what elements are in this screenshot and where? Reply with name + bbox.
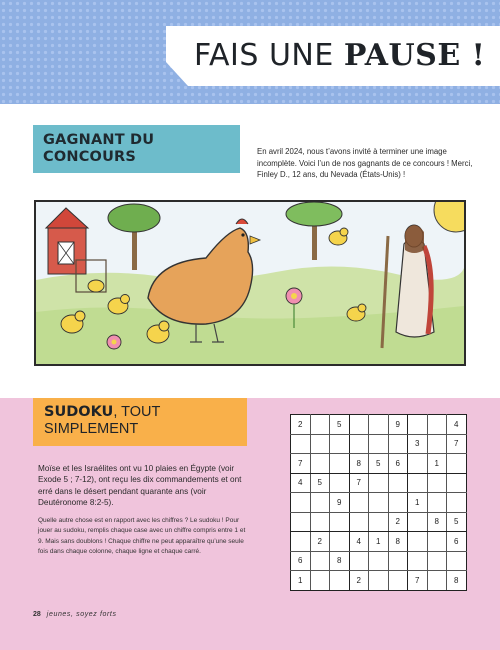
- sudoku-cell[interactable]: [310, 493, 330, 513]
- sudoku-cell[interactable]: 1: [369, 532, 389, 552]
- sudoku-cell[interactable]: [291, 434, 311, 454]
- sudoku-cell[interactable]: 1: [291, 571, 311, 591]
- sudoku-cell[interactable]: 8: [427, 512, 447, 532]
- sudoku-cell[interactable]: 9: [330, 493, 350, 513]
- sudoku-cell[interactable]: [349, 434, 369, 454]
- sudoku-cell[interactable]: [408, 473, 428, 493]
- page-footer: [33, 611, 117, 623]
- winner-text: En avril 2024, nous t’avons invité à terminer une image incomplète. Voici l’un de nos gagnants de ce concours ! Merci, Finley D., 12 ans, du Nevada (États-Unis) !: [257, 147, 473, 180]
- sudoku-row: [291, 551, 467, 571]
- sudoku-cell[interactable]: [408, 415, 428, 435]
- winner-header: [33, 125, 240, 173]
- sudoku-title-rest: , TOUT SIMPLEMENT: [44, 404, 161, 437]
- sudoku-cell[interactable]: 6: [388, 454, 408, 474]
- sudoku-row: [291, 532, 467, 552]
- sudoku-cell[interactable]: 6: [291, 551, 311, 571]
- sudoku-cell[interactable]: [330, 571, 350, 591]
- sudoku-cell[interactable]: [427, 434, 447, 454]
- sudoku-cell[interactable]: [427, 493, 447, 513]
- sudoku-cell[interactable]: [408, 551, 428, 571]
- sudoku-cell[interactable]: 7: [408, 571, 428, 591]
- sudoku-cell[interactable]: 1: [427, 454, 447, 474]
- sudoku-cell[interactable]: [330, 434, 350, 454]
- sudoku-cell[interactable]: [408, 454, 428, 474]
- sudoku-cell[interactable]: [388, 493, 408, 513]
- sudoku-cell[interactable]: [330, 532, 350, 552]
- sudoku-cell[interactable]: 8: [388, 532, 408, 552]
- sudoku-cell[interactable]: 7: [291, 454, 311, 474]
- sudoku-cell[interactable]: [447, 551, 467, 571]
- sudoku-cell[interactable]: [291, 493, 311, 513]
- page-number: 28: [33, 611, 41, 618]
- sudoku-cell[interactable]: [310, 571, 330, 591]
- sudoku-cell[interactable]: [369, 473, 389, 493]
- sudoku-cell[interactable]: [291, 512, 311, 532]
- sudoku-row: [291, 415, 467, 435]
- sudoku-cell[interactable]: [369, 512, 389, 532]
- sudoku-cell[interactable]: [369, 415, 389, 435]
- sudoku-cell[interactable]: [388, 571, 408, 591]
- sudoku-cell[interactable]: [369, 571, 389, 591]
- sudoku-cell[interactable]: 2: [291, 415, 311, 435]
- sudoku-cell[interactable]: 4: [349, 532, 369, 552]
- magazine-name: jeunes, soyez forts: [46, 611, 117, 618]
- sudoku-cell[interactable]: 7: [349, 473, 369, 493]
- sudoku-cell[interactable]: [349, 551, 369, 571]
- sudoku-cell[interactable]: [310, 512, 330, 532]
- sudoku-cell[interactable]: [427, 571, 447, 591]
- sudoku-cell[interactable]: [369, 434, 389, 454]
- sudoku-cell[interactable]: 3: [408, 434, 428, 454]
- sudoku-cell[interactable]: [349, 512, 369, 532]
- sudoku-table: [290, 414, 467, 591]
- sudoku-row: [291, 434, 467, 454]
- sudoku-cell[interactable]: [388, 551, 408, 571]
- sudoku-cell[interactable]: 4: [291, 473, 311, 493]
- sudoku-cell[interactable]: [310, 551, 330, 571]
- winning-drawing: [34, 200, 466, 366]
- sudoku-cell[interactable]: [330, 512, 350, 532]
- sudoku-cell[interactable]: 2: [349, 571, 369, 591]
- sudoku-cell[interactable]: 8: [349, 454, 369, 474]
- sudoku-cell[interactable]: [369, 493, 389, 513]
- page-title-light: FAIS UNE: [194, 38, 344, 73]
- sudoku-cell[interactable]: [349, 493, 369, 513]
- sudoku-rules: Quelle autre chose est en rapport avec les chiffres ? Le sudoku ! Pour jouer au sudoku, remplis chaque case avec un chiffre compris entre 1 et 9. Mais sans doublons ! Chaque chiffre ne peut apparaître qu’une seule fois dans chaque colonne, chaque ligne et chaque carré.: [38, 517, 246, 556]
- sudoku-intro: Moïse et les Israélites ont vu 10 plaies en Égypte (voir Exode 5 ; 7-12), ont reçu les dix commandements et ont erré dans le désert pendant quarante ans (voir Deutéronome 8:2-5).: [38, 464, 242, 508]
- sudoku-cell[interactable]: 8: [447, 571, 467, 591]
- sudoku-row: [291, 512, 467, 532]
- sudoku-cell[interactable]: [330, 473, 350, 493]
- sudoku-cell[interactable]: 4: [447, 415, 467, 435]
- winner-title: GAGNANT DU CONCOURS: [43, 132, 155, 165]
- sudoku-cell[interactable]: 8: [330, 551, 350, 571]
- sudoku-cell[interactable]: 5: [369, 454, 389, 474]
- sudoku-cell[interactable]: [310, 454, 330, 474]
- sudoku-cell[interactable]: 5: [310, 473, 330, 493]
- sudoku-row: [291, 454, 467, 474]
- sudoku-cell[interactable]: [427, 473, 447, 493]
- sudoku-cell[interactable]: 5: [330, 415, 350, 435]
- sudoku-row: [291, 493, 467, 513]
- sudoku-cell[interactable]: [388, 473, 408, 493]
- sudoku-cell[interactable]: [447, 473, 467, 493]
- sudoku-cell[interactable]: [427, 551, 447, 571]
- sudoku-row: [291, 571, 467, 591]
- page-title-bold: PAUSE !: [343, 38, 486, 73]
- sudoku-cell[interactable]: [310, 415, 330, 435]
- sudoku-title: [44, 404, 247, 438]
- sudoku-cell[interactable]: 1: [408, 493, 428, 513]
- sudoku-cell[interactable]: 2: [388, 512, 408, 532]
- sudoku-cell[interactable]: [291, 532, 311, 552]
- sudoku-row: [291, 473, 467, 493]
- sudoku-cell[interactable]: 2: [310, 532, 330, 552]
- sudoku-cell[interactable]: [408, 532, 428, 552]
- sudoku-cell[interactable]: [388, 434, 408, 454]
- sudoku-title-bold: SUDOKU: [44, 404, 114, 420]
- sudoku-header: [33, 398, 247, 446]
- sudoku-cell[interactable]: [427, 415, 447, 435]
- sudoku-cell[interactable]: [447, 493, 467, 513]
- sudoku-cell[interactable]: [330, 454, 350, 474]
- sudoku-grid: [290, 414, 466, 590]
- sudoku-cell[interactable]: [369, 551, 389, 571]
- sudoku-cell[interactable]: [349, 415, 369, 435]
- sudoku-cell[interactable]: 7: [447, 434, 467, 454]
- sudoku-cell[interactable]: [427, 532, 447, 552]
- sudoku-cell[interactable]: [408, 512, 428, 532]
- sudoku-cell[interactable]: [447, 454, 467, 474]
- sudoku-cell[interactable]: 6: [447, 532, 467, 552]
- page-title: [194, 34, 494, 78]
- sudoku-cell[interactable]: 5: [447, 512, 467, 532]
- sudoku-cell[interactable]: 9: [388, 415, 408, 435]
- sudoku-cell[interactable]: [310, 434, 330, 454]
